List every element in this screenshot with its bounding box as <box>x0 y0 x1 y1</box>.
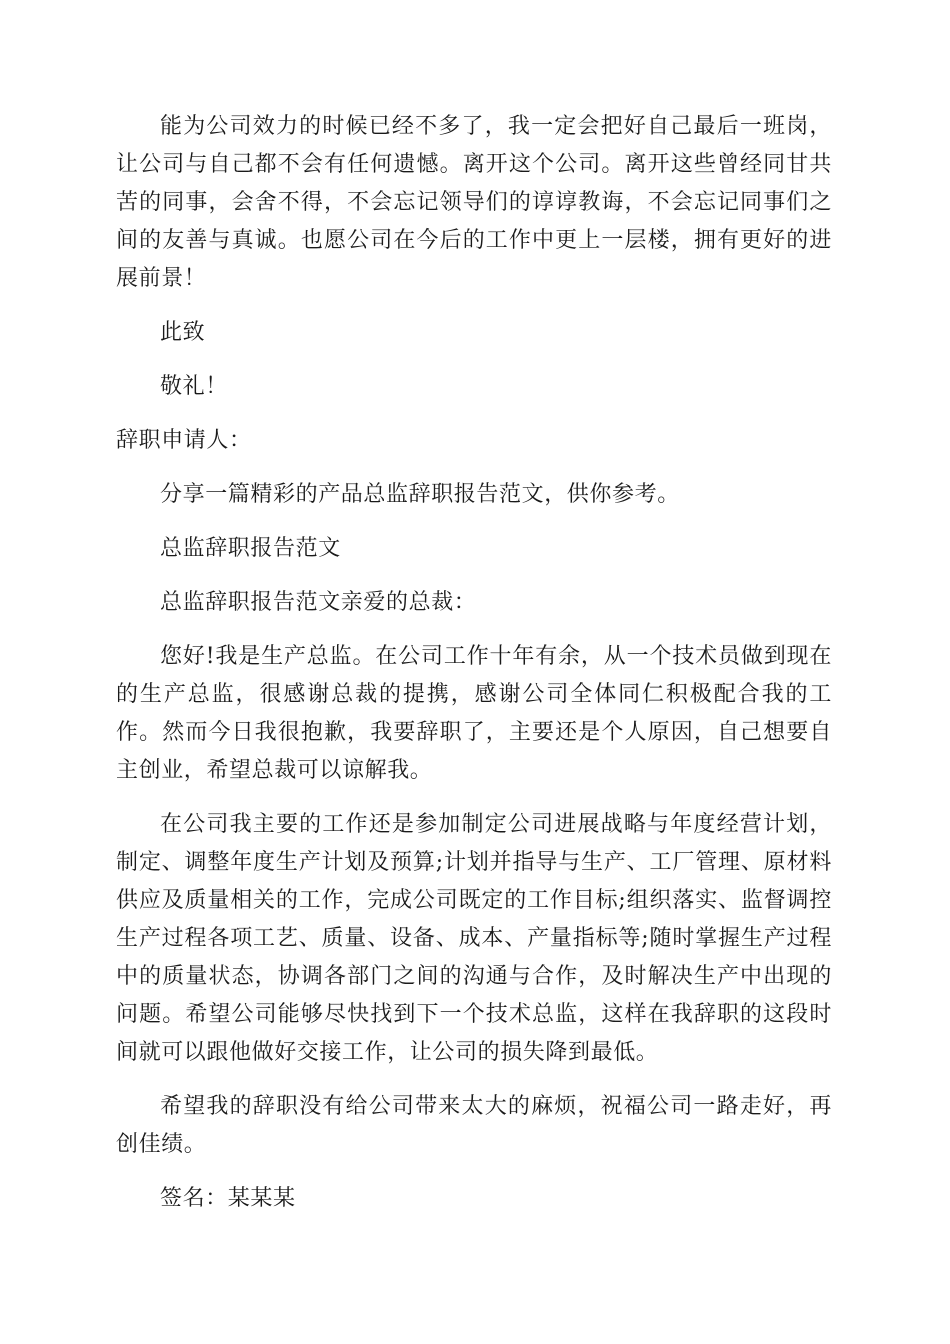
paragraph-farewell: 能为公司效力的时候已经不多了，我一定会把好自己最后一班岗，让公司与自己都不会有任何遗憾。离开这个公司。离开这些曾经同甘共苦的同事，会舍不得，不会忘记领导们的谆谆教诲，不会忘记同事们之间的友善与真诚。也愿公司在今后的工作中更上一层楼，拥有更好的进展前景！ <box>116 114 832 291</box>
section-title: 总监辞职报告范文 <box>160 536 341 561</box>
closing-regards: 敬礼！ <box>160 374 228 399</box>
greeting-line: 总监辞职报告范文亲爱的总裁： <box>160 590 477 615</box>
document-page <box>116 108 832 1218</box>
intro-line: 分享一篇精彩的产品总监辞职报告范文，供你参考。 <box>160 482 680 507</box>
paragraph-wishes: 希望我的辞职没有给公司带来太大的麻烦，祝福公司一路走好，再创佳绩。 <box>116 1094 832 1157</box>
paragraph-reason: 您好!我是生产总监。在公司工作十年有余，从一个技术员做到现在的生产总监，很感谢总裁的提携，感谢公司全体同仁积极配合我的工作。然而今日我很抱歉，我要辞职了，主要还是个人原因，自己想要自主创业，希望总裁可以谅解我。 <box>116 644 832 783</box>
applicant-label: 辞职申请人： <box>116 428 252 453</box>
signature-line: 签名：某某某 <box>160 1186 296 1211</box>
paragraph-duties: 在公司我主要的工作还是参加制定公司进展战略与年度经营计划，制定、调整年度生产计划及预算;计划并指导与生产、工厂管理、原材料供应及质量相关的工作，完成公司既定的工作目标;组织落实、监督调控生产过程各项工艺、质量、设备、成本、产量指标等;随时掌握生产过程中的质量状态，协调各部门之间的沟通与合作，及时解决生产中出现的问题。希望公司能够尽快找到下一个技术总监，这样在我辞职的这段时间就可以跟他做好交接工作，让公司的损失降到最低。 <box>116 812 832 1065</box>
closing-salutation: 此致 <box>160 320 206 345</box>
